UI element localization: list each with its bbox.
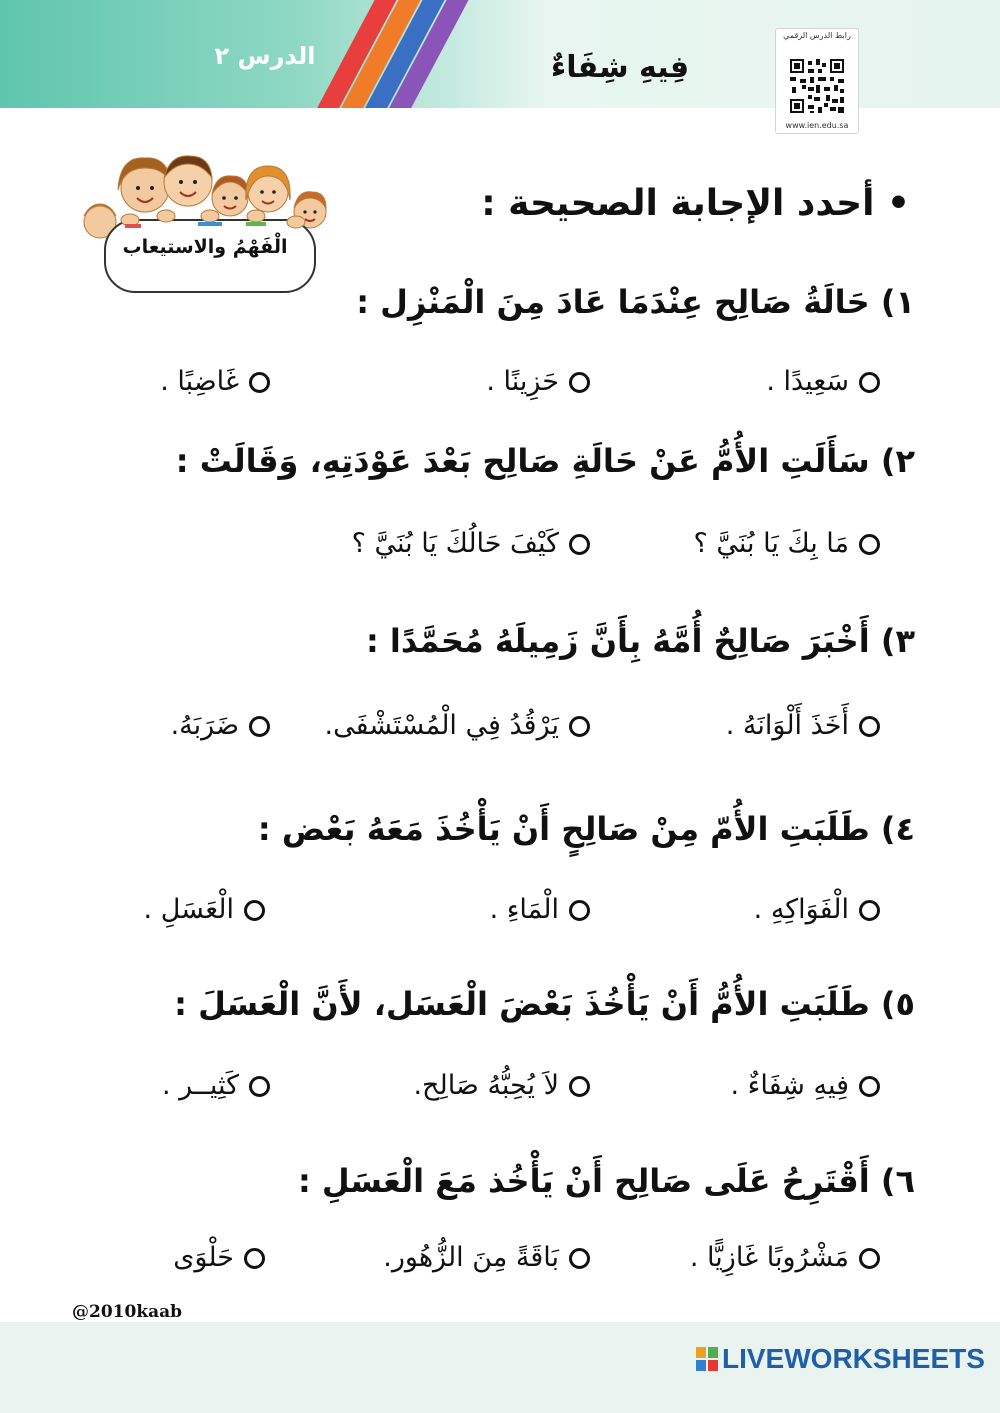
question-3: ٣) أَخْبَرَ صَالِحٌ أُمَّهُ بِأَنَّ زَمِيلَهُ مُحَمَّدًا : (365, 622, 915, 660)
option-label: حَلْوَى (173, 1242, 234, 1273)
option-label: فِيهِ شِفَاءٌ . (730, 1070, 849, 1101)
option-label: الْمَاءِ . (489, 894, 559, 925)
option-label: لاَ يُحِبُّهُ صَالِح. (413, 1070, 559, 1101)
radio-button[interactable] (859, 372, 880, 393)
option-3-3[interactable] (171, 710, 270, 741)
option-label: غَاضِبًا . (160, 366, 239, 397)
radio-button[interactable] (859, 900, 880, 921)
option-label: الْعَسَلِ . (143, 894, 234, 925)
radio-button[interactable] (859, 716, 880, 737)
radio-button[interactable] (569, 1248, 590, 1269)
author-credit: @2010kaab (72, 1302, 183, 1322)
radio-button[interactable] (244, 1248, 265, 1269)
qr-url: www.ien.edu.sa (785, 121, 849, 130)
option-6-3[interactable] (173, 1242, 265, 1273)
radio-button[interactable] (569, 900, 590, 921)
radio-button[interactable] (569, 534, 590, 555)
question-1: ١) حَالَةُ صَالِح عِنْدَمَا عَادَ مِنَ الْمَنْزِل : (356, 283, 915, 321)
lesson-label: الدرس ٢ (214, 42, 316, 70)
radio-button[interactable] (249, 372, 270, 393)
header-banner (0, 0, 1000, 130)
radio-button[interactable] (569, 1076, 590, 1097)
option-2-1[interactable] (693, 528, 880, 559)
option-4-1[interactable] (754, 894, 880, 925)
option-4-3[interactable] (144, 894, 265, 925)
option-label: سَعِيدًا . (766, 366, 849, 397)
option-label: ضَرَبَهُ. (170, 710, 239, 741)
option-5-2[interactable] (413, 1070, 590, 1101)
option-label: كَثِيــر . (161, 1070, 239, 1101)
radio-button[interactable] (569, 716, 590, 737)
qr-code-box[interactable] (775, 28, 859, 134)
radio-button[interactable] (859, 534, 880, 555)
question-4: ٤) طَلَبَتِ الأُمّ مِنْ صَالِحٍ أَنْ يَأْخُذَ مَعَهُ بَعْض : (257, 810, 915, 848)
qr-caption: رابط الدرس الرقمي (783, 31, 851, 40)
option-label: يَرْقُدُ فِي الْمُسْتَشْفَى. (324, 710, 559, 741)
option-1-2[interactable] (486, 366, 590, 397)
option-3-2[interactable] (325, 710, 590, 741)
option-label: أَخَذَ أَلْوَانَهُ . (725, 710, 849, 741)
radio-button[interactable] (569, 372, 590, 393)
option-2-2[interactable] (352, 528, 590, 559)
option-5-1[interactable] (731, 1070, 880, 1101)
option-label: بَاقَةً مِنَ الزُّهُور. (383, 1242, 559, 1273)
instruction-text: • أحدد الإجابة الصحيحة : (481, 183, 910, 224)
option-4-2[interactable] (490, 894, 590, 925)
radio-button[interactable] (249, 716, 270, 737)
option-1-3[interactable] (160, 366, 270, 397)
question-6: ٦) أَقْتَرِحُ عَلَى صَالِح أَنْ يَأْخُذ مَعَ الْعَسَلِ : (297, 1162, 915, 1200)
option-label: مَا بِكَ يَا بُنَيَّ ؟ (693, 528, 849, 559)
radio-button[interactable] (859, 1076, 880, 1097)
option-label: مَشْرُوبًا غَازِيًّا . (689, 1242, 849, 1273)
question-5: ٥) طَلَبَتِ الأُمُّ أَنْ يَأْخُذَ بَعْضَ الْعَسَل، لأَنَّ الْعَسَلَ : (174, 985, 915, 1023)
question-2: ٢) سَأَلَتِ الأُمُّ عَنْ حَالَةِ صَالِح بَعْدَ عَوْدَتِهِ، وَقَالَتْ : (175, 442, 915, 480)
radio-button[interactable] (244, 900, 265, 921)
option-label: كَيْفَ حَالُكَ يَا بُنَيَّ ؟ (351, 528, 559, 559)
radio-button[interactable] (859, 1248, 880, 1269)
children-illustration (70, 150, 335, 295)
radio-button[interactable] (249, 1076, 270, 1097)
option-5-3[interactable] (162, 1070, 270, 1101)
liveworksheets-brand[interactable]: LIVEWORKSHEETS (722, 1343, 985, 1374)
qr-code-icon (788, 57, 846, 115)
option-3-1[interactable] (726, 710, 880, 741)
option-label: الْفَوَاكِهِ . (753, 894, 849, 925)
liveworksheets-logo-icon (696, 1347, 718, 1371)
option-6-2[interactable] (383, 1242, 590, 1273)
comprehension-label: الْفَهْمُ والاستيعاب (122, 236, 288, 258)
option-6-1[interactable] (690, 1242, 880, 1273)
lesson-title: فِيهِ شِفَاءٌ (550, 50, 690, 85)
option-label: حَزِينًا . (486, 366, 559, 397)
option-1-1[interactable] (766, 366, 880, 397)
